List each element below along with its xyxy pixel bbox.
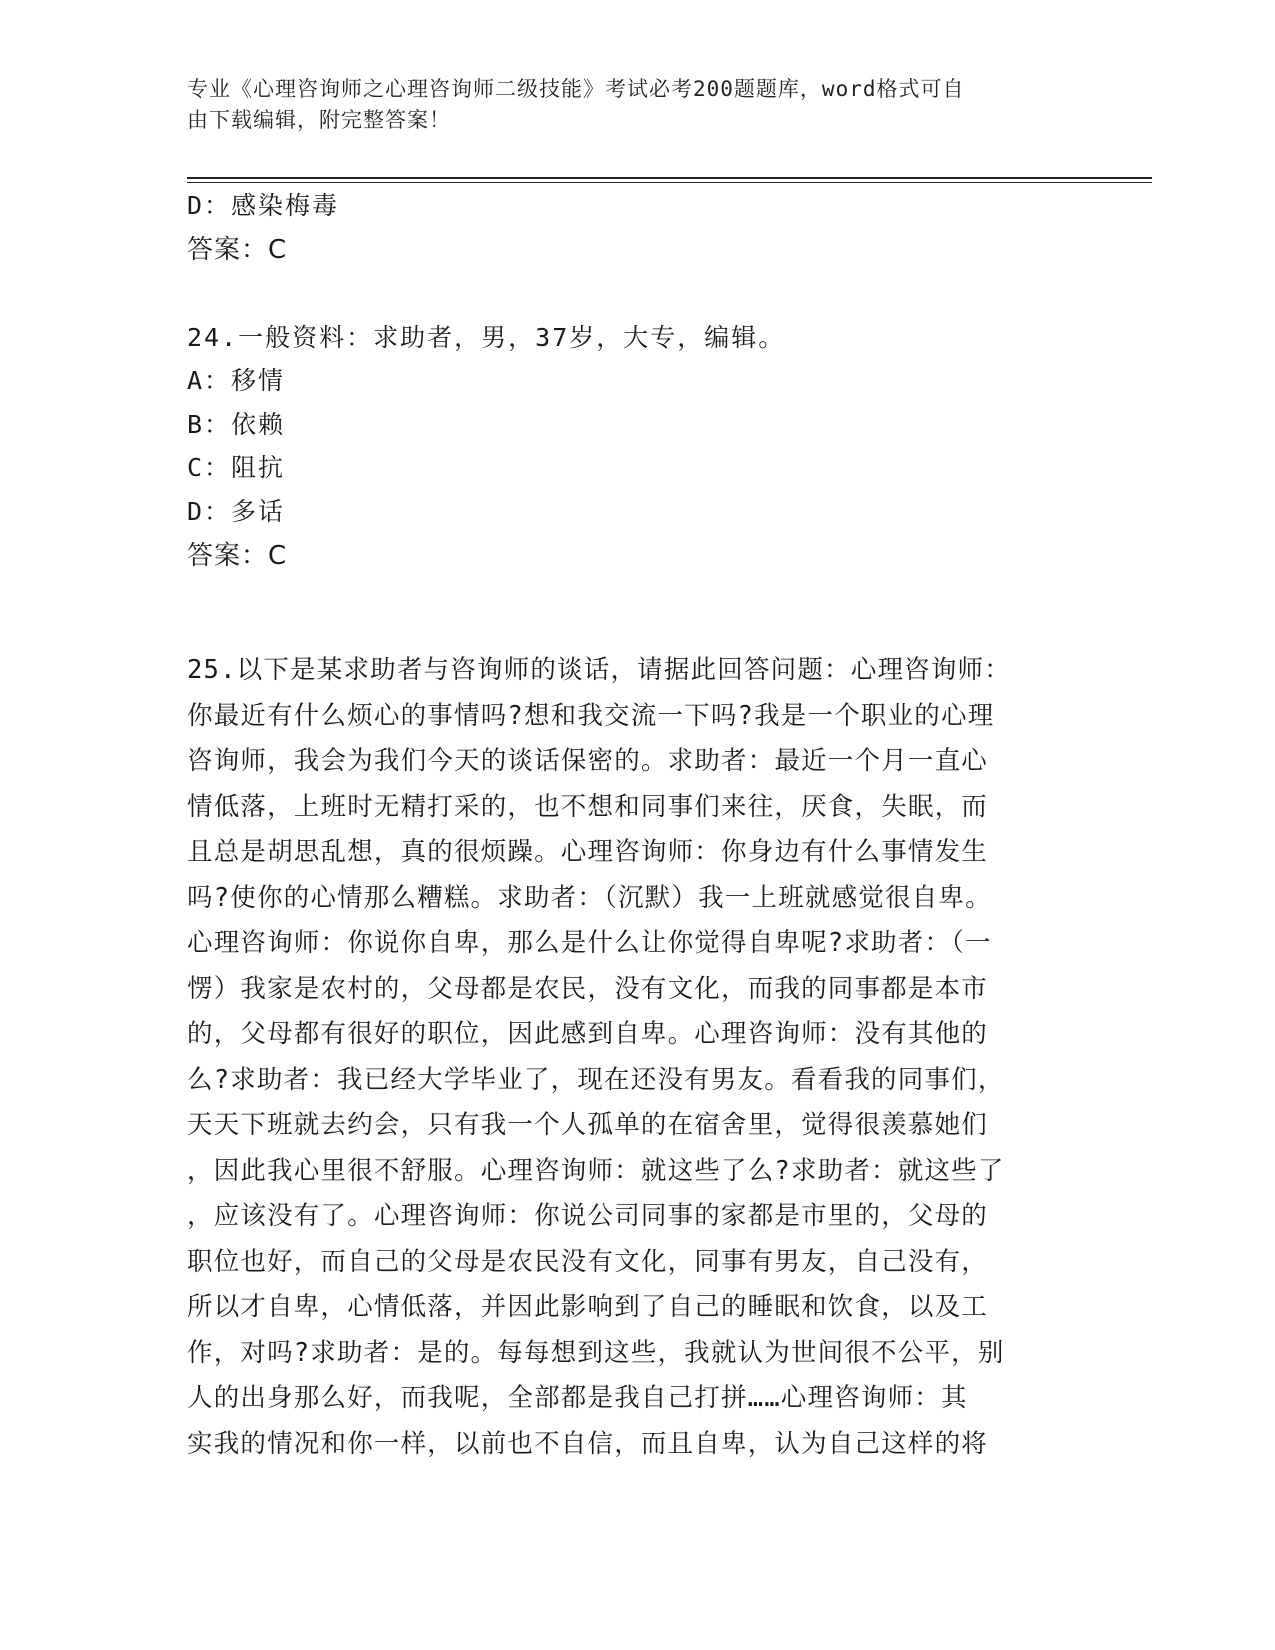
q24-stem: 24.一般资料：求助者，男，37岁，大专，编辑。 xyxy=(187,323,786,352)
q24-answer: 答案：C xyxy=(187,541,288,571)
q24-option-a: A：移情 xyxy=(187,366,286,395)
q25-line: 天天下班就去约会，只有我一个人孤单的在宿舍里，觉得很羡慕她们 xyxy=(187,1110,989,1140)
q24-option-d: D：多话 xyxy=(187,497,286,526)
q25-line: 职位也好，而自己的父母是农民没有文化，同事有男友，自己没有， xyxy=(187,1246,989,1277)
q25-line: 吗?使你的心情那么糟糕。求助者：（沉默）我一上班就感觉很自卑。 xyxy=(187,882,992,913)
q23-option-d: D：感染梅毒 xyxy=(187,191,340,220)
q23-answer: 答案：C xyxy=(187,235,288,265)
q25-line: 且总是胡思乱想，真的很烦躁。心理咨询师：你身边有什么事情发生 xyxy=(187,837,989,867)
q25-line: 情低落，上班时无精打采的，也不想和同事们来往，厌食，失眠，而 xyxy=(187,791,989,822)
q25-line: 么?求助者：我已经大学毕业了，现在还没有男友。看看我的同事们， xyxy=(187,1064,1005,1095)
header-title-line-1: 专业《心理咨询师之心理咨询师二级技能》考试必考200题题库，word格式可自 xyxy=(187,77,965,101)
q25-line: 咨询师，我会为我们今天的谈话保密的。求助者：最近一个月一直心 xyxy=(187,746,989,776)
q25-line: 你最近有什么烦心的事情吗?想和我交流一下吗?我是一个职业的心理 xyxy=(187,700,995,731)
q25-line: ，因此我心里很不舒服。心理咨询师：就这些了么?求助者：就这些了 xyxy=(187,1155,1005,1186)
q25-line: 心理咨询师：你说你自卑，那么是什么让你觉得自卑呢?求助者：（一 xyxy=(187,928,992,958)
q25-line: 所以才自卑，心情低落，并因此影响到了自己的睡眠和饮食，以及工 xyxy=(187,1292,989,1322)
q25-line: 愣）我家是农村的，父母都是农民，没有文化，而我的同事都是本市 xyxy=(187,973,989,1004)
q24-option-c: C：阻抗 xyxy=(187,453,286,482)
q25-line: ，应该没有了。心理咨询师：你说公司同事的家都是市里的，父母的 xyxy=(187,1201,989,1231)
q25-line: 的，父母都有很好的职位，因此感到自卑。心理咨询师：没有其他的 xyxy=(187,1019,989,1049)
header-divider-thin xyxy=(187,182,1152,183)
q24-option-b: B：依赖 xyxy=(187,410,286,439)
q25-line: 作，对吗?求助者：是的。每每想到这些，我就认为世间很不公平，别 xyxy=(187,1337,1005,1368)
q25-line: 25.以下是某求助者与咨询师的谈话，请据此回答问题：心理咨询师： xyxy=(187,655,1011,685)
q25-line: 人的出身那么好，而我呢，全部都是我自己打拼……心理咨询师：其 xyxy=(187,1383,968,1413)
page-header xyxy=(187,74,1067,136)
q25-paragraph xyxy=(187,648,1067,1467)
q25-line: 实我的情况和你一样，以前也不自信，而且自卑，认为自己这样的将 xyxy=(187,1428,989,1459)
header-title-line-2: 由下载编辑，附完整答案！ xyxy=(187,108,451,132)
header-divider-thick xyxy=(187,177,1152,179)
